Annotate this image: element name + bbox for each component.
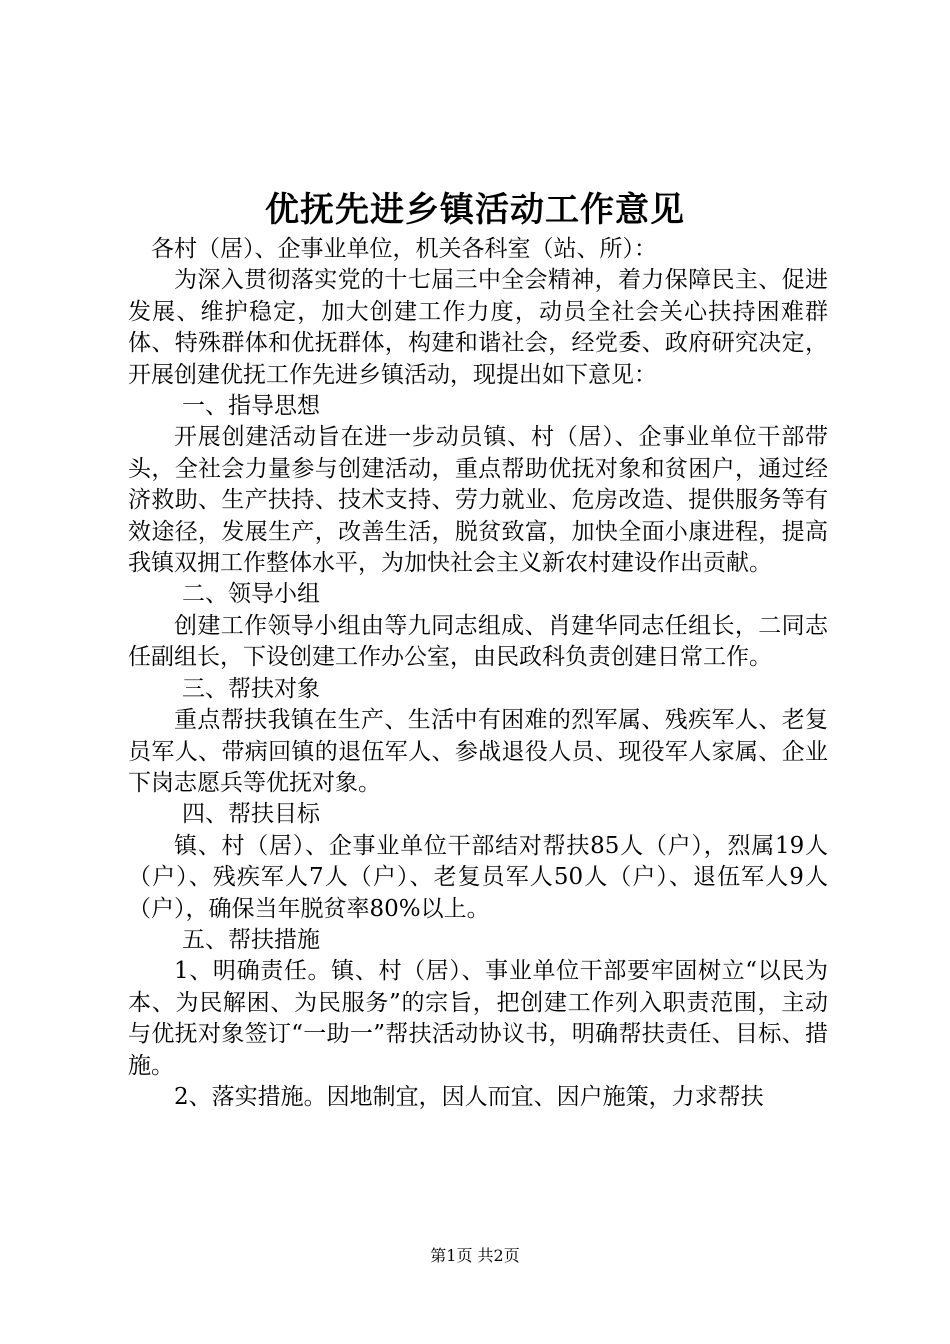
- section-heading: 一、指导思想: [182, 393, 320, 420]
- page-footer: 第1页 共2页: [430, 1246, 520, 1265]
- section-paragraph: 重点帮扶我镇在生产、生活中有困难的烈军属、残疾军人、老复员军人、带病回镇的退伍军人、参战退役人员、现役军人家属、企业下岗志愿兵等优抚对象。: [128, 707, 828, 796]
- section-heading: 三、帮扶对象: [182, 675, 320, 702]
- section-paragraph: 1、明确责任。镇、村（居）、事业单位干部要牢固树立“以民为本、为民解困、为民服务”的宗旨，把创建工作列入职责范围，主动与优抚对象签订“一助一”帮扶活动协议书，明确帮扶责任、目标、措施。: [128, 958, 828, 1079]
- salutation: 各村（居）、企事业单位，机关各科室（站、所）：: [151, 236, 657, 262]
- document-body: [128, 234, 828, 1113]
- section-paragraph: 镇、村（居）、企事业单位干部结对帮扶85人（户），烈属19人（户）、残疾军人7人（户）、老复员军人50人（户）、退伍军人9人（户），确保当年脱贫率80%以上。: [128, 832, 828, 922]
- section-paragraph: 开展创建活动旨在进一步动员镇、村（居）、企事业单位干部带头，全社会力量参与创建活动，重点帮助优抚对象和贫困户，通过经济救助、生产扶持、技术支持、劳力就业、危房改造、提供服务等有效途径，发展生产，改善生活，脱贫致富，加快全面小康进程，提高我镇双拥工作整体水平，为加快社会主义新农村建设作出贡献。: [128, 424, 828, 577]
- section-heading: 二、领导小组: [182, 581, 320, 608]
- section-paragraph: 2、落实措施。因地制宜，因人而宜、因户施策，力求帮扶: [174, 1083, 764, 1110]
- section-heading: 五、帮扶措施: [182, 926, 320, 953]
- section-heading: 四、帮扶目标: [182, 801, 320, 828]
- document-title: 优抚先进乡镇活动工作意见: [265, 190, 685, 230]
- section-paragraph: 创建工作领导小组由等九同志组成、肖建华同志任组长，二同志任副组长，下设创建工作办公室，由民政科负责创建日常工作。: [128, 612, 828, 671]
- intro-paragraph: 为深入贯彻落实党的十七届三中全会精神，着力保障民主、促进发展、维护稳定，加大创建工作力度，动员全社会关心扶持困难群体、特殊群体和优抚群体，构建和谐社会，经党委、政府研究决定，开展创建优抚工作先进乡镇活动，现提出如下意见：: [128, 267, 828, 388]
